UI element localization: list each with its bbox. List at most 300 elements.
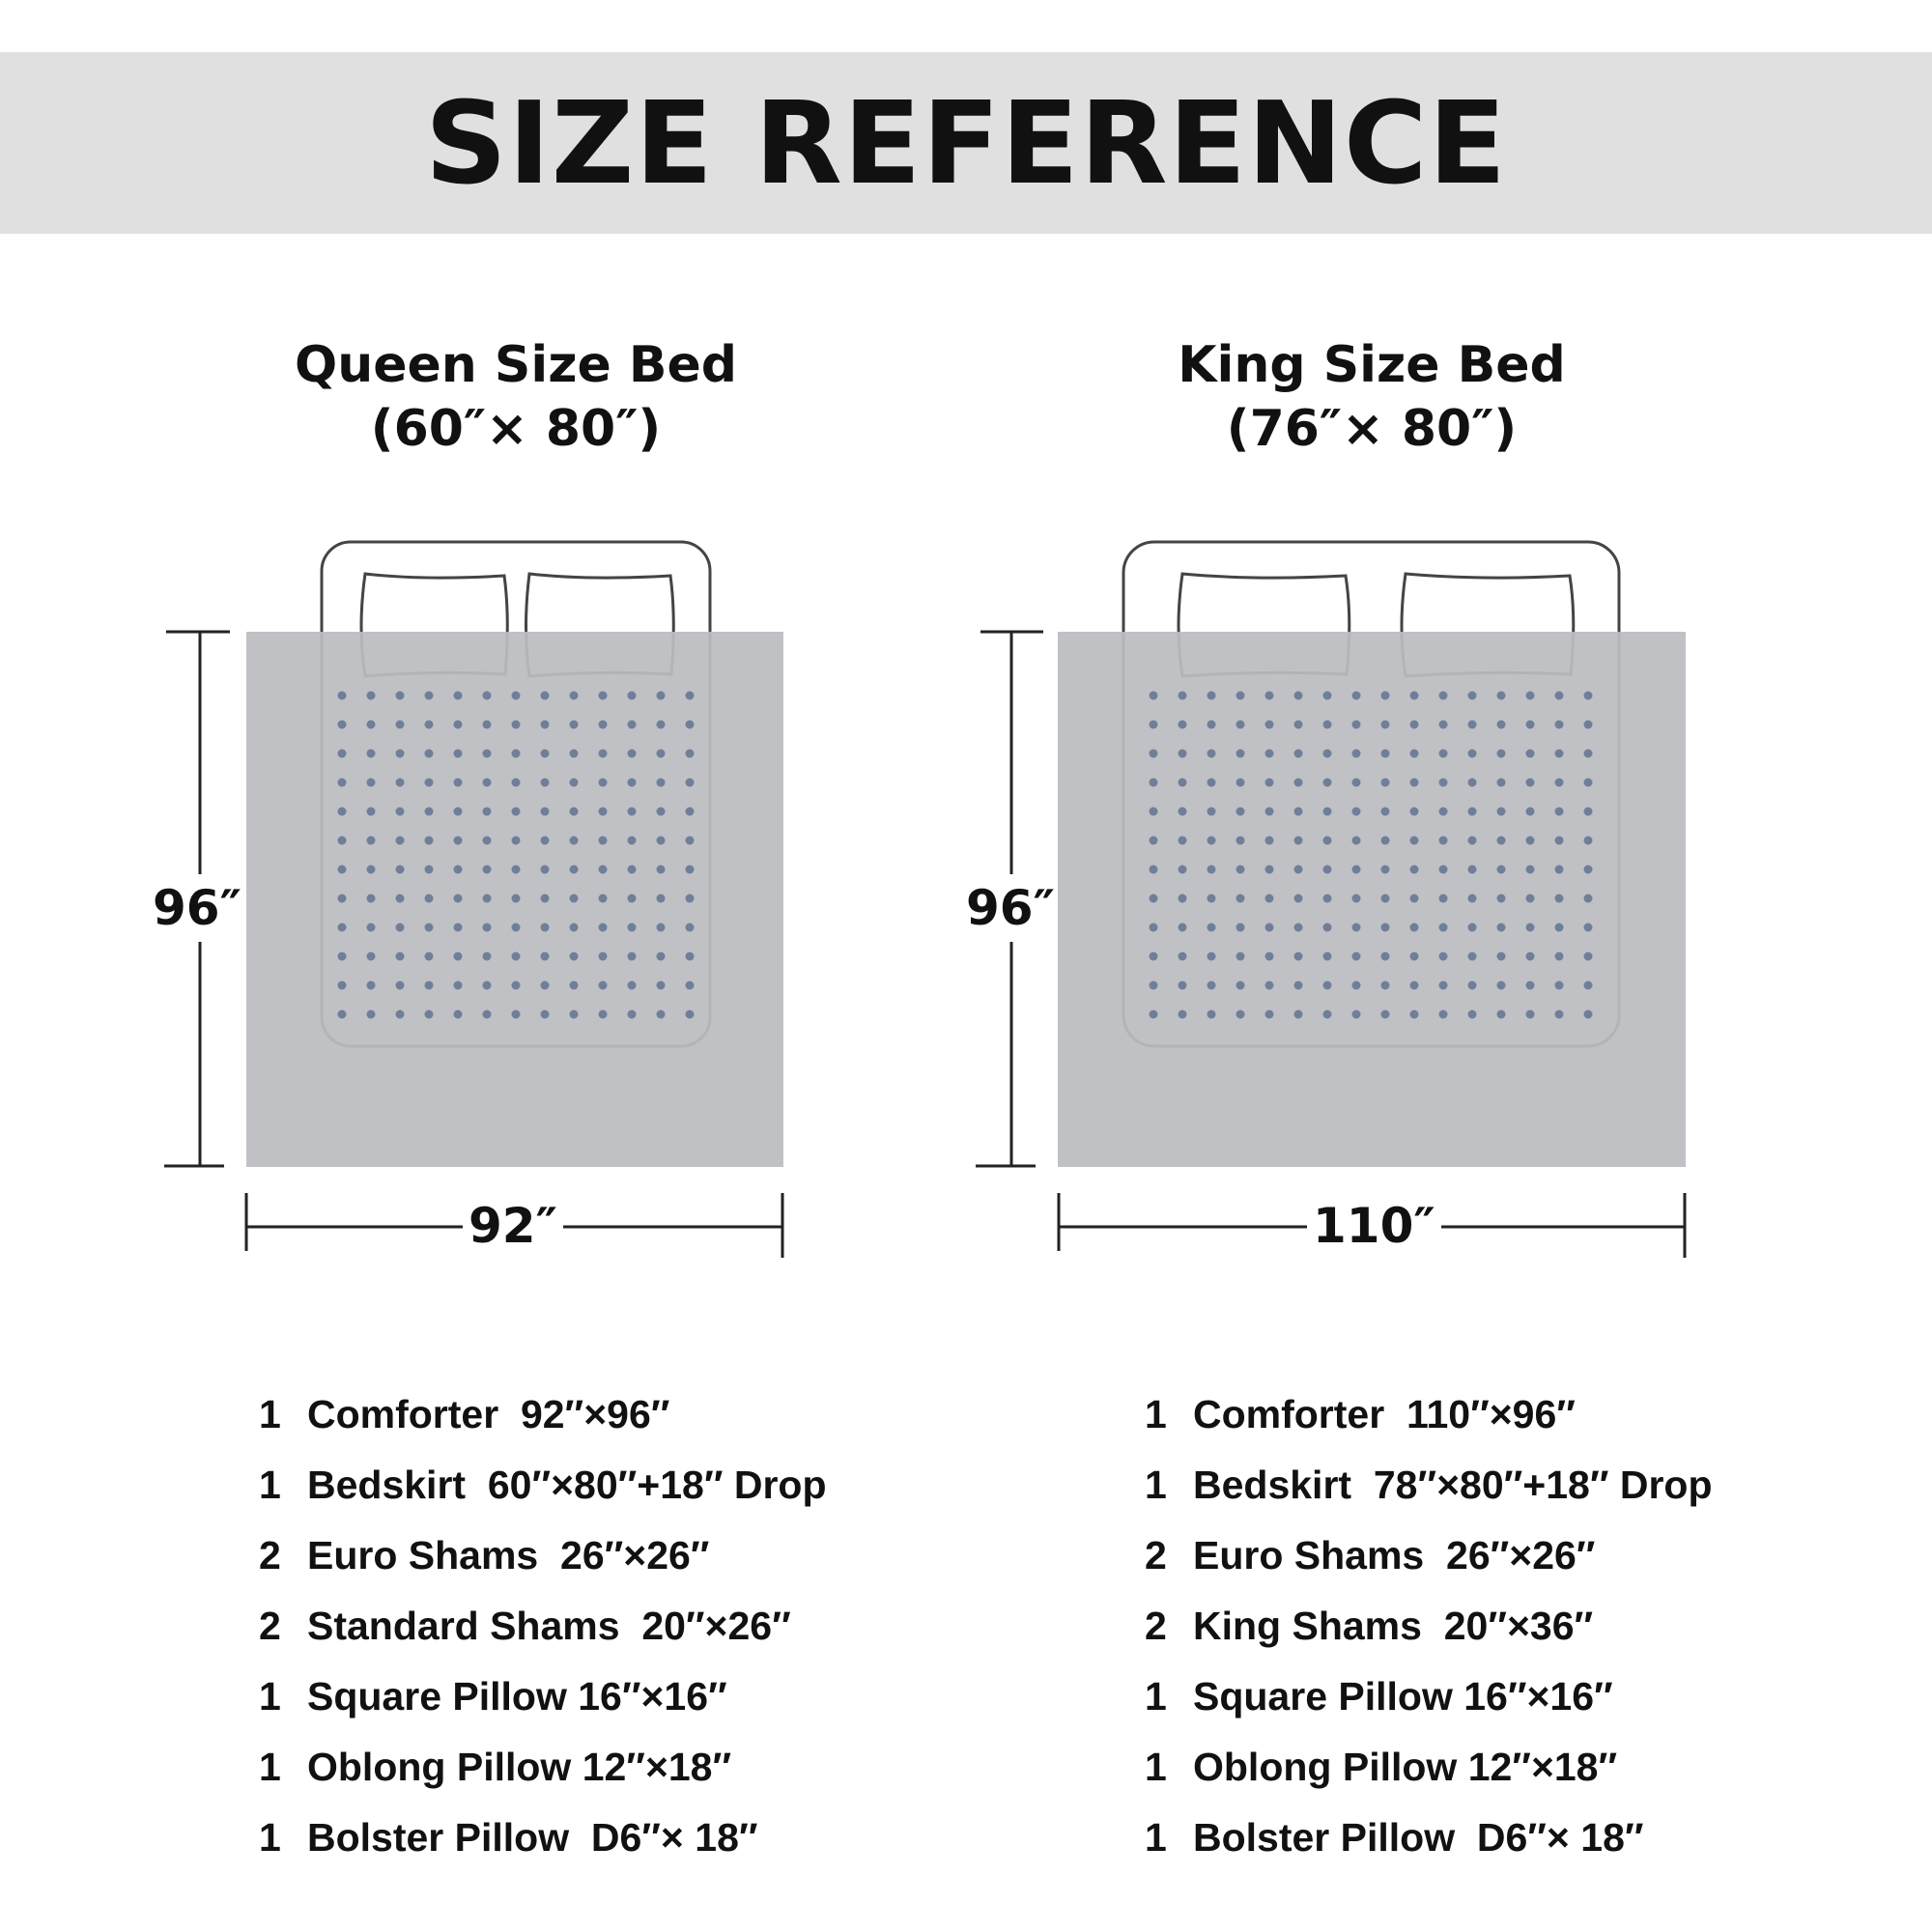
pattern-dot [570, 692, 579, 700]
pattern-dot [1150, 866, 1158, 874]
pattern-dot [1208, 750, 1216, 758]
pattern-dot [1179, 866, 1187, 874]
pattern-dot [396, 866, 405, 874]
pattern-dot [396, 895, 405, 903]
pattern-dot [512, 837, 521, 845]
pattern-dot [1352, 721, 1361, 729]
pattern-dot [454, 981, 463, 990]
pattern-dot [367, 866, 376, 874]
pattern-dot [1179, 952, 1187, 961]
pattern-dot [454, 1010, 463, 1019]
pattern-dot [1555, 923, 1564, 932]
pattern-dot [1526, 692, 1535, 700]
pattern-dot [1208, 692, 1216, 700]
pattern-dot [367, 952, 376, 961]
pattern-dot [1381, 981, 1390, 990]
pattern-dot [628, 895, 637, 903]
pattern-dot [512, 808, 521, 816]
pattern-dot [1150, 721, 1158, 729]
pattern-dot [1497, 866, 1506, 874]
pattern-dot [599, 721, 608, 729]
pattern-dot [1265, 779, 1274, 787]
pattern-dot [1150, 779, 1158, 787]
pattern-dot [657, 837, 666, 845]
item-quantity: 1 [259, 1674, 281, 1719]
pattern-dot [396, 750, 405, 758]
pattern-dot [1526, 837, 1535, 845]
pattern-dot [686, 692, 695, 700]
pattern-dot [1555, 779, 1564, 787]
item-description: Square Pillow 16″×16″ [307, 1674, 727, 1719]
pattern-dot [1555, 866, 1564, 874]
pattern-dot [599, 952, 608, 961]
queen-item-list [259, 1379, 827, 1873]
pattern-dot [1208, 866, 1216, 874]
pattern-dot [1323, 1010, 1332, 1019]
pattern-dot [483, 779, 492, 787]
pattern-dot [512, 692, 521, 700]
pattern-dot [541, 923, 550, 932]
pattern-dot [1439, 808, 1448, 816]
item-description: Comforter 92″×96″ [307, 1392, 670, 1436]
item-description: King Shams 20″×36″ [1193, 1604, 1594, 1648]
pattern-dot [657, 1010, 666, 1019]
pattern-dot [541, 1010, 550, 1019]
item-quantity: 2 [1145, 1604, 1167, 1648]
pattern-dot [1526, 721, 1535, 729]
pattern-dot [570, 923, 579, 932]
pattern-dot [425, 808, 434, 816]
pattern-dot [1352, 866, 1361, 874]
pattern-dot [338, 808, 347, 816]
pattern-dot [1294, 750, 1303, 758]
pattern-dot [1526, 952, 1535, 961]
list-item [259, 1732, 827, 1803]
pattern-dot [1410, 952, 1419, 961]
pattern-dot [1381, 692, 1390, 700]
pattern-dot [396, 923, 405, 932]
item-quantity: 1 [259, 1745, 281, 1789]
pattern-dot [599, 981, 608, 990]
pattern-dot [512, 721, 521, 729]
queen-bed-size: (60″× 80″) [370, 400, 662, 458]
pattern-dot [1497, 779, 1506, 787]
item-quantity: 1 [1145, 1674, 1167, 1719]
pattern-dot [367, 981, 376, 990]
pattern-dot [483, 837, 492, 845]
pattern-dot [1236, 750, 1245, 758]
pattern-dot [657, 721, 666, 729]
pattern-dot [1410, 779, 1419, 787]
pattern-dot [1439, 721, 1448, 729]
pattern-dot [1410, 1010, 1419, 1019]
pattern-dot [1584, 721, 1593, 729]
pattern-dot [367, 837, 376, 845]
pattern-dot [686, 721, 695, 729]
pattern-dot [686, 895, 695, 903]
pattern-dot [1468, 1010, 1477, 1019]
pattern-dot [483, 750, 492, 758]
pattern-dot [1236, 952, 1245, 961]
pattern-dot [686, 952, 695, 961]
pattern-dot [1555, 1010, 1564, 1019]
pattern-dot [657, 750, 666, 758]
item-quantity: 1 [1145, 1392, 1167, 1436]
pattern-dot [628, 692, 637, 700]
pattern-dot [1381, 923, 1390, 932]
pattern-dot [367, 779, 376, 787]
pattern-dot [483, 923, 492, 932]
item-description: Bedskirt 60″×80″+18″ Drop [307, 1463, 827, 1507]
pattern-dot [1150, 923, 1158, 932]
pattern-dot [1265, 750, 1274, 758]
pattern-dot [1208, 837, 1216, 845]
pattern-dot [1584, 750, 1593, 758]
item-description: Oblong Pillow 12″×18″ [1193, 1745, 1618, 1789]
pattern-dot [686, 981, 695, 990]
pattern-dot [1236, 1010, 1245, 1019]
pattern-dot [1208, 779, 1216, 787]
pattern-dot [657, 895, 666, 903]
pattern-dot [512, 895, 521, 903]
pattern-dot [1497, 952, 1506, 961]
pattern-dot [599, 895, 608, 903]
pattern-dot [1410, 923, 1419, 932]
pattern-dot [1497, 981, 1506, 990]
pattern-dot [1150, 808, 1158, 816]
king-item-list [1145, 1379, 1713, 1873]
pattern-dot [1208, 808, 1216, 816]
pattern-dot [512, 866, 521, 874]
pattern-dot [570, 750, 579, 758]
pattern-dot [512, 750, 521, 758]
item-description: Euro Shams 26″×26″ [1193, 1533, 1596, 1577]
pattern-dot [1468, 721, 1477, 729]
pattern-dot [1468, 750, 1477, 758]
pattern-dot [628, 808, 637, 816]
pattern-dot [425, 952, 434, 961]
pattern-dot [512, 981, 521, 990]
pattern-dot [1294, 895, 1303, 903]
pattern-dot [483, 952, 492, 961]
pattern-dot [1323, 808, 1332, 816]
pattern-dot [628, 952, 637, 961]
pattern-dot [1352, 692, 1361, 700]
pattern-dot [1526, 981, 1535, 990]
pattern-dot [338, 866, 347, 874]
pattern-dot [1150, 692, 1158, 700]
pattern-dot [599, 779, 608, 787]
list-item [1145, 1520, 1713, 1591]
pattern-dot [686, 779, 695, 787]
item-description: Euro Shams 26″×26″ [307, 1533, 710, 1577]
pattern-dot [367, 692, 376, 700]
pattern-dot [1179, 837, 1187, 845]
pattern-dot [338, 692, 347, 700]
king-bed-size: (76″× 80″) [1226, 400, 1518, 458]
pattern-dot [1265, 952, 1274, 961]
pattern-dot [1381, 895, 1390, 903]
pattern-dot [1352, 923, 1361, 932]
pattern-dot [657, 779, 666, 787]
pattern-dot [1497, 837, 1506, 845]
pattern-dot [1526, 895, 1535, 903]
pattern-dot [396, 952, 405, 961]
pattern-dot [1236, 981, 1245, 990]
pattern-dot [599, 692, 608, 700]
pattern-dot [1555, 721, 1564, 729]
pattern-dot [1236, 895, 1245, 903]
item-description: Bedskirt 78″×80″+18″ Drop [1193, 1463, 1713, 1507]
pattern-dot [1294, 808, 1303, 816]
pattern-dot [1208, 923, 1216, 932]
pattern-dot [541, 808, 550, 816]
pattern-dot [1584, 779, 1593, 787]
pattern-dot [396, 837, 405, 845]
pattern-dot [483, 866, 492, 874]
item-quantity: 1 [259, 1392, 281, 1436]
pattern-dot [1294, 692, 1303, 700]
pattern-dot [1555, 808, 1564, 816]
pattern-dot [657, 981, 666, 990]
pattern-dot [1323, 750, 1332, 758]
pattern-dot [454, 808, 463, 816]
list-item [259, 1803, 827, 1873]
pattern-dot [1352, 837, 1361, 845]
pattern-dot [1294, 952, 1303, 961]
pattern-dot [570, 895, 579, 903]
pattern-dot [1555, 837, 1564, 845]
pattern-dot [1410, 981, 1419, 990]
pattern-dot [541, 779, 550, 787]
list-item [259, 1662, 827, 1732]
item-quantity: 1 [1145, 1463, 1167, 1507]
pattern-dot [367, 808, 376, 816]
pattern-dot [512, 1010, 521, 1019]
pattern-dot [1294, 721, 1303, 729]
pattern-dot [1439, 866, 1448, 874]
pattern-dot [425, 1010, 434, 1019]
item-description: Standard Shams 20″×26″ [307, 1604, 791, 1648]
pattern-dot [1526, 750, 1535, 758]
pattern-dot [338, 895, 347, 903]
pattern-dot [1323, 779, 1332, 787]
pattern-dot [1352, 750, 1361, 758]
pattern-dot [1439, 923, 1448, 932]
pattern-dot [1150, 952, 1158, 961]
list-item [259, 1591, 827, 1662]
pattern-dot [1584, 981, 1593, 990]
king-bed-diagram [976, 542, 1686, 1258]
pattern-dot [1265, 895, 1274, 903]
item-quantity: 2 [1145, 1533, 1167, 1577]
pattern-dot [1265, 981, 1274, 990]
pattern-dot [570, 808, 579, 816]
list-item [259, 1520, 827, 1591]
pattern-dot [1265, 1010, 1274, 1019]
pattern-dot [1208, 981, 1216, 990]
pattern-dot [1323, 981, 1332, 990]
pattern-dot [1265, 808, 1274, 816]
pattern-dot [483, 808, 492, 816]
pattern-dot [1352, 1010, 1361, 1019]
pattern-dot [1584, 1010, 1593, 1019]
pattern-dot [599, 808, 608, 816]
pattern-dot [425, 692, 434, 700]
pattern-dot [1468, 837, 1477, 845]
pattern-dot [541, 750, 550, 758]
pattern-dot [483, 981, 492, 990]
pattern-dot [1179, 779, 1187, 787]
pattern-dot [1584, 895, 1593, 903]
pattern-dot [628, 923, 637, 932]
pattern-dot [512, 923, 521, 932]
pattern-dot [1352, 952, 1361, 961]
pattern-dot [1381, 721, 1390, 729]
pattern-dot [396, 721, 405, 729]
pattern-dot [1323, 721, 1332, 729]
pattern-dot [454, 952, 463, 961]
pattern-dot [338, 923, 347, 932]
pattern-dot [541, 952, 550, 961]
pattern-dot [338, 837, 347, 845]
pattern-dot [628, 750, 637, 758]
pattern-dot [628, 1010, 637, 1019]
pattern-dot [686, 808, 695, 816]
pattern-dot [657, 808, 666, 816]
pattern-dot [1439, 837, 1448, 845]
pattern-dot [338, 1010, 347, 1019]
pattern-dot [541, 837, 550, 845]
pattern-dot [1236, 866, 1245, 874]
pattern-dot [1352, 981, 1361, 990]
pattern-dot [1294, 1010, 1303, 1019]
pattern-dot [425, 981, 434, 990]
pattern-dot [599, 923, 608, 932]
pattern-dot [599, 866, 608, 874]
pattern-dot [1323, 952, 1332, 961]
pattern-dot [1179, 750, 1187, 758]
pattern-dot [425, 923, 434, 932]
pattern-dot [570, 981, 579, 990]
pattern-dot [541, 721, 550, 729]
pattern-dot [1468, 779, 1477, 787]
pattern-dot [1381, 866, 1390, 874]
pattern-dot [512, 952, 521, 961]
pattern-dot [628, 779, 637, 787]
pattern-dot [1352, 779, 1361, 787]
pattern-dot [396, 808, 405, 816]
page-title: SIZE REFERENCE [424, 76, 1508, 210]
pattern-dot [1439, 750, 1448, 758]
queen-width-label: 92″ [463, 1202, 563, 1250]
pattern-dot [541, 981, 550, 990]
pattern-dot [1468, 981, 1477, 990]
pattern-dot [657, 952, 666, 961]
pattern-dot [425, 866, 434, 874]
pattern-dot [1468, 895, 1477, 903]
pattern-dot [512, 779, 521, 787]
pattern-dot [1265, 837, 1274, 845]
pattern-dot [396, 1010, 405, 1019]
pattern-dot [599, 1010, 608, 1019]
item-description: Square Pillow 16″×16″ [1193, 1674, 1613, 1719]
item-description: Bolster Pillow D6″× 18″ [307, 1815, 758, 1860]
item-description: Comforter 110″×96″ [1193, 1392, 1576, 1436]
pattern-dot [1265, 692, 1274, 700]
pattern-dot [367, 750, 376, 758]
pattern-dot [1526, 808, 1535, 816]
pattern-dot [599, 837, 608, 845]
pattern-dot [1410, 750, 1419, 758]
pattern-dot [367, 895, 376, 903]
list-item [259, 1379, 827, 1450]
pattern-dot [1497, 692, 1506, 700]
pattern-dot [657, 923, 666, 932]
pattern-dot [599, 750, 608, 758]
pattern-dot [628, 981, 637, 990]
pattern-dot [686, 837, 695, 845]
pattern-dot [1439, 1010, 1448, 1019]
pattern-dot [1236, 837, 1245, 845]
item-description: Oblong Pillow 12″×18″ [307, 1745, 732, 1789]
pattern-dot [1179, 895, 1187, 903]
pattern-dot [483, 895, 492, 903]
item-quantity: 1 [1145, 1745, 1167, 1789]
pattern-dot [657, 692, 666, 700]
pattern-dot [1497, 1010, 1506, 1019]
pattern-dot [1584, 692, 1593, 700]
pattern-dot [541, 866, 550, 874]
pattern-dot [483, 721, 492, 729]
pattern-dot [1323, 895, 1332, 903]
pattern-dot [1555, 692, 1564, 700]
pattern-dot [1468, 808, 1477, 816]
pattern-dot [570, 779, 579, 787]
pattern-dot [1381, 779, 1390, 787]
pattern-dot [570, 952, 579, 961]
pattern-dot [1323, 923, 1332, 932]
pattern-dot [338, 779, 347, 787]
pattern-dot [1236, 808, 1245, 816]
pattern-dot [1410, 808, 1419, 816]
pattern-dot [1526, 1010, 1535, 1019]
pattern-dot [1179, 692, 1187, 700]
pattern-dot [1584, 808, 1593, 816]
pattern-dot [1439, 952, 1448, 961]
pattern-dot [1439, 981, 1448, 990]
king-width-label: 110″ [1307, 1202, 1441, 1250]
pattern-dot [1410, 692, 1419, 700]
item-quantity: 1 [259, 1815, 281, 1860]
pattern-dot [1294, 837, 1303, 845]
pattern-dot [1236, 923, 1245, 932]
pattern-dot [686, 1010, 695, 1019]
pattern-dot [1294, 981, 1303, 990]
pattern-dot [396, 779, 405, 787]
pattern-dot [1150, 895, 1158, 903]
pattern-dot [1439, 779, 1448, 787]
pattern-dot [1468, 692, 1477, 700]
item-quantity: 1 [259, 1463, 281, 1507]
pattern-dot [425, 779, 434, 787]
pattern-dot [425, 721, 434, 729]
pattern-dot [338, 952, 347, 961]
pattern-dot [570, 1010, 579, 1019]
queen-bed-diagram [164, 542, 783, 1258]
pattern-dot [483, 1010, 492, 1019]
pattern-dot [1236, 692, 1245, 700]
